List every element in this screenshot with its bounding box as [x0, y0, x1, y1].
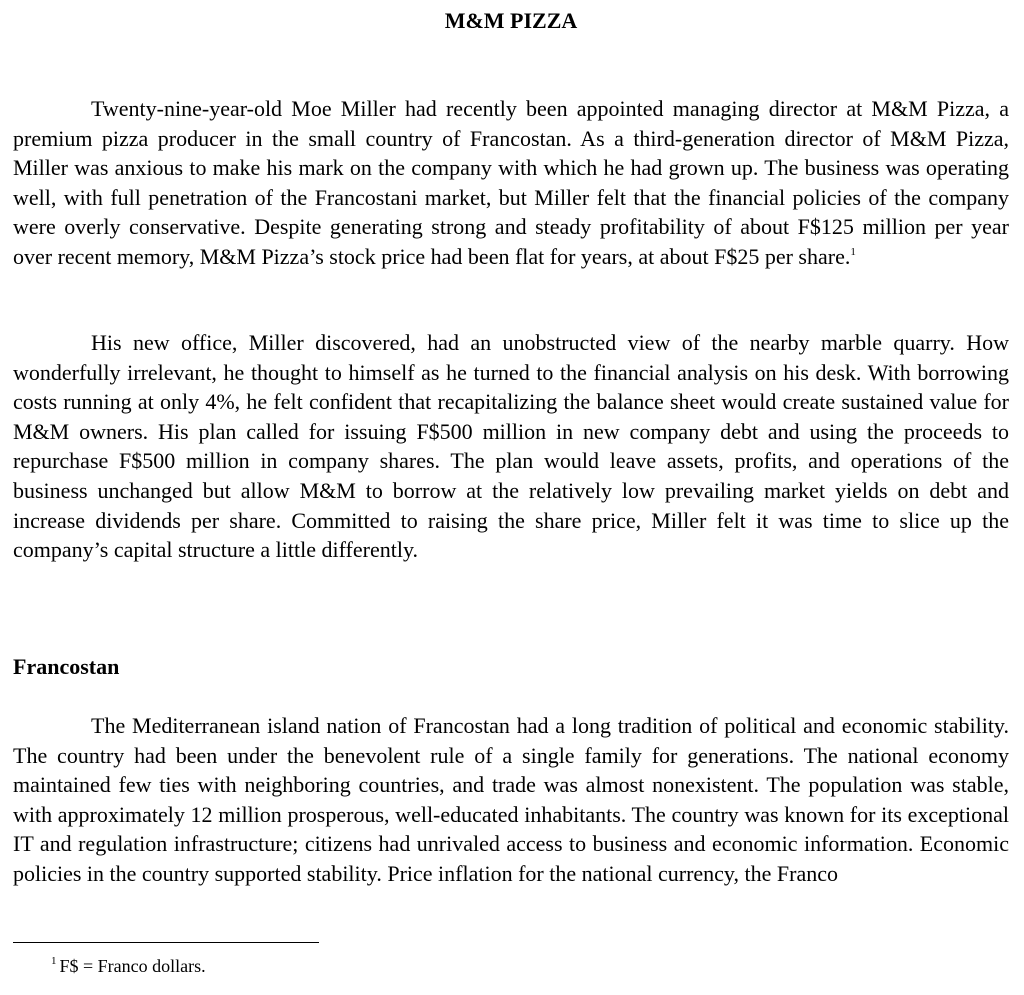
- paragraph-recapitalization-plan: His new office, Miller discovered, had an unobstructed view of the nearby marble quarry. How wonderfully irrelevant, he thought to himself as he turned to the financial analysis on his desk. With borrowing costs running at only 4%, he felt confident that recapitalizing the balance sheet would create sustained value for M&M owners. His plan called for issuing F$500 million in new company debt and using the proceeds to repurchase F$500 million in company shares. The plan would leave assets, profits, and operations of the business unchanged but allow M&M to borrow at the relatively low prevailing market yields on debt and increase dividends per share. Committed to raising the share price, Miller felt it was time to slice up the company’s capital structure a little differently.: [13, 330, 1009, 563]
- document-title: M&M PIZZA: [444, 8, 578, 33]
- section-heading-francostan: Francostan: [13, 654, 120, 679]
- footnote-marker: 1: [51, 955, 57, 967]
- footnote-text: F$ = Franco dollars.: [59, 956, 206, 976]
- footnote-reference: 1: [850, 245, 856, 258]
- footnote-separator: [13, 942, 319, 943]
- paragraph-intro: [13, 94, 1009, 272]
- footnote: [51, 954, 206, 978]
- paragraph-francostan: The Mediterranean island nation of Francostan had a long tradition of political and economic stability. The country had been under the benevolent rule of a single family for generations. The national economy maintained few ties with neighboring countries, and trade was almost nonexistent. The population was stable, with approximately 12 million prosperous, well-educated inhabitants. The country was known for its exceptional IT and regulation infrastructure; citizens had unrivaled access to business and economic information. Economic policies in the country supported stability. Price inflation for the national currency, the Franco: [13, 713, 1009, 886]
- paragraph-intro-text: Twenty-nine-year-old Moe Miller had recently been appointed managing director at M&M Pizza, a premium pizza producer in the small country of Francostan. As a third-generation director of M&M Pizza, Miller was anxious to make his mark on the company with which he had grown up. The business was operating well, with full penetration of the Francostani market, but Miller felt that the financial policies of the company were overly conservative. Despite generating strong and steady profitability of about F$125 million per year over recent memory, M&M Pizza’s stock price had been flat for years, at about F$25 per share.: [13, 96, 1009, 269]
